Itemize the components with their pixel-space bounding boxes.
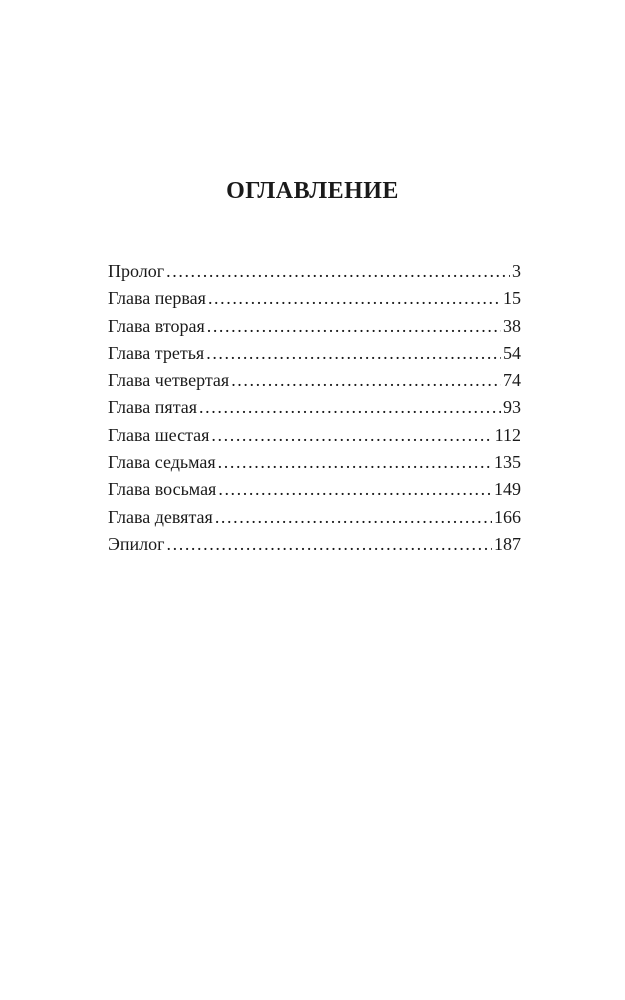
toc-entry-page: 187 [494,533,521,554]
toc-entry [108,340,521,367]
toc-entry-label: Глава вторая [108,315,205,336]
toc-entry [108,422,521,449]
toc-entry-page: 74 [503,370,521,391]
toc-entry-label: Глава первая [108,288,206,309]
toc-dot-leader [166,258,510,285]
toc-entry-label: Глава четвертая [108,370,230,391]
toc-entry-label: Глава третья [108,342,205,363]
toc-dot-leader [215,504,492,531]
toc-entry-page: 15 [503,288,521,309]
toc-entry-label: Глава пятая [108,397,198,418]
toc-entry [108,394,521,421]
toc-entry [108,531,521,558]
toc-entry-page: 166 [494,506,521,527]
toc-entry [108,285,521,312]
toc-entry-page: 38 [503,315,521,336]
toc-entry-label: Глава седьмая [108,452,216,473]
toc-entry [108,258,521,285]
toc-dot-leader [208,285,501,312]
toc-entry-label: Глава девятая [108,506,213,527]
toc-entry-page: 135 [494,452,521,473]
toc-entry [108,476,521,503]
toc-entry-label: Пролог [108,261,165,281]
toc-entry-label: Эпилог [108,533,165,554]
toc-entry-page: 93 [503,397,521,418]
toc-entry-page: 112 [494,424,521,445]
toc-dot-leader [218,476,492,503]
toc-entry-label: Глава восьмая [108,479,217,500]
toc-entry [108,367,521,394]
toc-dot-leader [207,313,501,340]
toc-entry [108,313,521,340]
toc-dot-leader [231,367,501,394]
toc-dot-leader [218,449,492,476]
page-title: ОГЛАВЛЕНИЕ [226,178,399,204]
toc-entry [108,504,521,531]
toc-dot-leader [206,340,501,367]
toc-dot-leader [211,422,492,449]
toc-entry-page: 149 [494,479,521,500]
toc-entry [108,449,521,476]
toc-entry-page: 3 [512,261,521,281]
toc-dot-leader [167,531,492,558]
table-of-contents [108,258,521,558]
toc-entry-page: 54 [503,342,521,363]
toc-dot-leader [199,394,501,421]
toc-entry-label: Глава шестая [108,424,210,445]
